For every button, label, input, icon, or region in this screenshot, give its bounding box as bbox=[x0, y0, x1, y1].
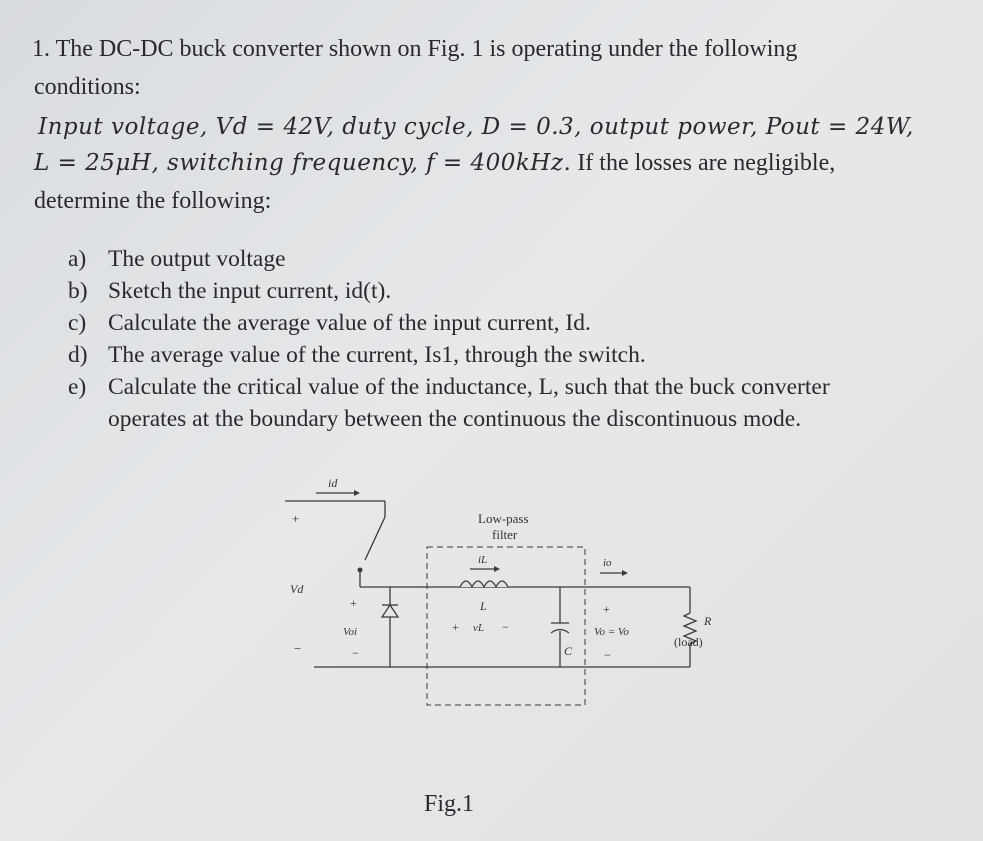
question-text: Calculate the critical value of the inductance, L, such that the buck converter bbox=[108, 374, 830, 400]
filter-label-line-2: filter bbox=[492, 527, 518, 542]
problem-conditions-2b: If the losses are negligible, bbox=[571, 150, 836, 176]
voi-plus-sign: + bbox=[350, 596, 357, 610]
inductor-current-arrow bbox=[470, 566, 500, 572]
question-a bbox=[68, 243, 830, 275]
input-current-arrow bbox=[316, 490, 360, 496]
freewheel-diode bbox=[382, 587, 398, 667]
switch-blade bbox=[365, 517, 385, 560]
question-label: c) bbox=[68, 310, 87, 336]
question-text: Sketch the input current, id(t). bbox=[108, 278, 392, 304]
filter-label-line-1: Low-pass bbox=[478, 511, 529, 526]
load-resistor bbox=[684, 587, 696, 667]
question-label: d) bbox=[68, 342, 88, 368]
question-label: a) bbox=[68, 246, 87, 272]
problem-line-5: determine the following: bbox=[34, 188, 272, 214]
figure-caption: Fig.1 bbox=[424, 791, 475, 817]
input-plus-sign: + bbox=[292, 511, 300, 526]
question-c bbox=[68, 307, 830, 339]
problem-line-1: 1. The DC-DC buck converter shown on Fig. 1 is operating under the following bbox=[32, 36, 798, 62]
question-label: e) bbox=[68, 374, 87, 400]
problem-line-2: conditions: bbox=[34, 74, 141, 100]
problem-conditions-2 bbox=[34, 150, 835, 177]
problem-conditions-1: Input voltage, Vd = 42V, duty cycle, D = 0.3, output power, Pout = 24W, bbox=[38, 114, 914, 140]
inductor-coil bbox=[460, 581, 508, 587]
question-d bbox=[68, 339, 830, 371]
input-minus-sign: − bbox=[294, 641, 302, 656]
load-resistor-label: R bbox=[704, 614, 712, 628]
question-list bbox=[68, 243, 830, 435]
question-text: Calculate the average value of the input current, Id. bbox=[108, 310, 591, 336]
capacitor-label: C bbox=[564, 644, 573, 658]
vl-minus-sign: − bbox=[502, 620, 509, 634]
vo-plus-sign: + bbox=[603, 602, 610, 616]
question-text: The average value of the current, Is1, through the switch. bbox=[108, 342, 646, 368]
vl-plus-sign: + bbox=[452, 620, 459, 634]
vl-label: vL bbox=[473, 622, 484, 634]
output-current-arrow bbox=[600, 570, 628, 576]
question-text: The output voltage bbox=[108, 246, 286, 272]
output-voltage-label: Vo = Vo bbox=[594, 626, 629, 638]
buck-converter-circuit bbox=[270, 465, 730, 715]
input-current-label: id bbox=[328, 476, 338, 490]
question-text: operates at the boundary between the continuous the discontinuous mode. bbox=[108, 406, 802, 432]
question-label: b) bbox=[68, 278, 88, 304]
question-e bbox=[68, 371, 830, 403]
vo-minus-sign: − bbox=[604, 648, 611, 662]
load-label: (load) bbox=[674, 635, 703, 649]
input-voltage-label: Vd bbox=[290, 582, 304, 596]
output-current-label: io bbox=[603, 557, 612, 569]
question-e-continued bbox=[68, 403, 830, 435]
problem-conditions-2a: L = 25μH, switching frequency, f = 400kHz. bbox=[34, 150, 572, 176]
inductor-label: L bbox=[480, 599, 487, 613]
inductor-current-label: iL bbox=[478, 554, 488, 566]
voi-minus-sign: − bbox=[352, 646, 359, 660]
question-b bbox=[68, 275, 830, 307]
voi-label: Voi bbox=[343, 626, 358, 638]
